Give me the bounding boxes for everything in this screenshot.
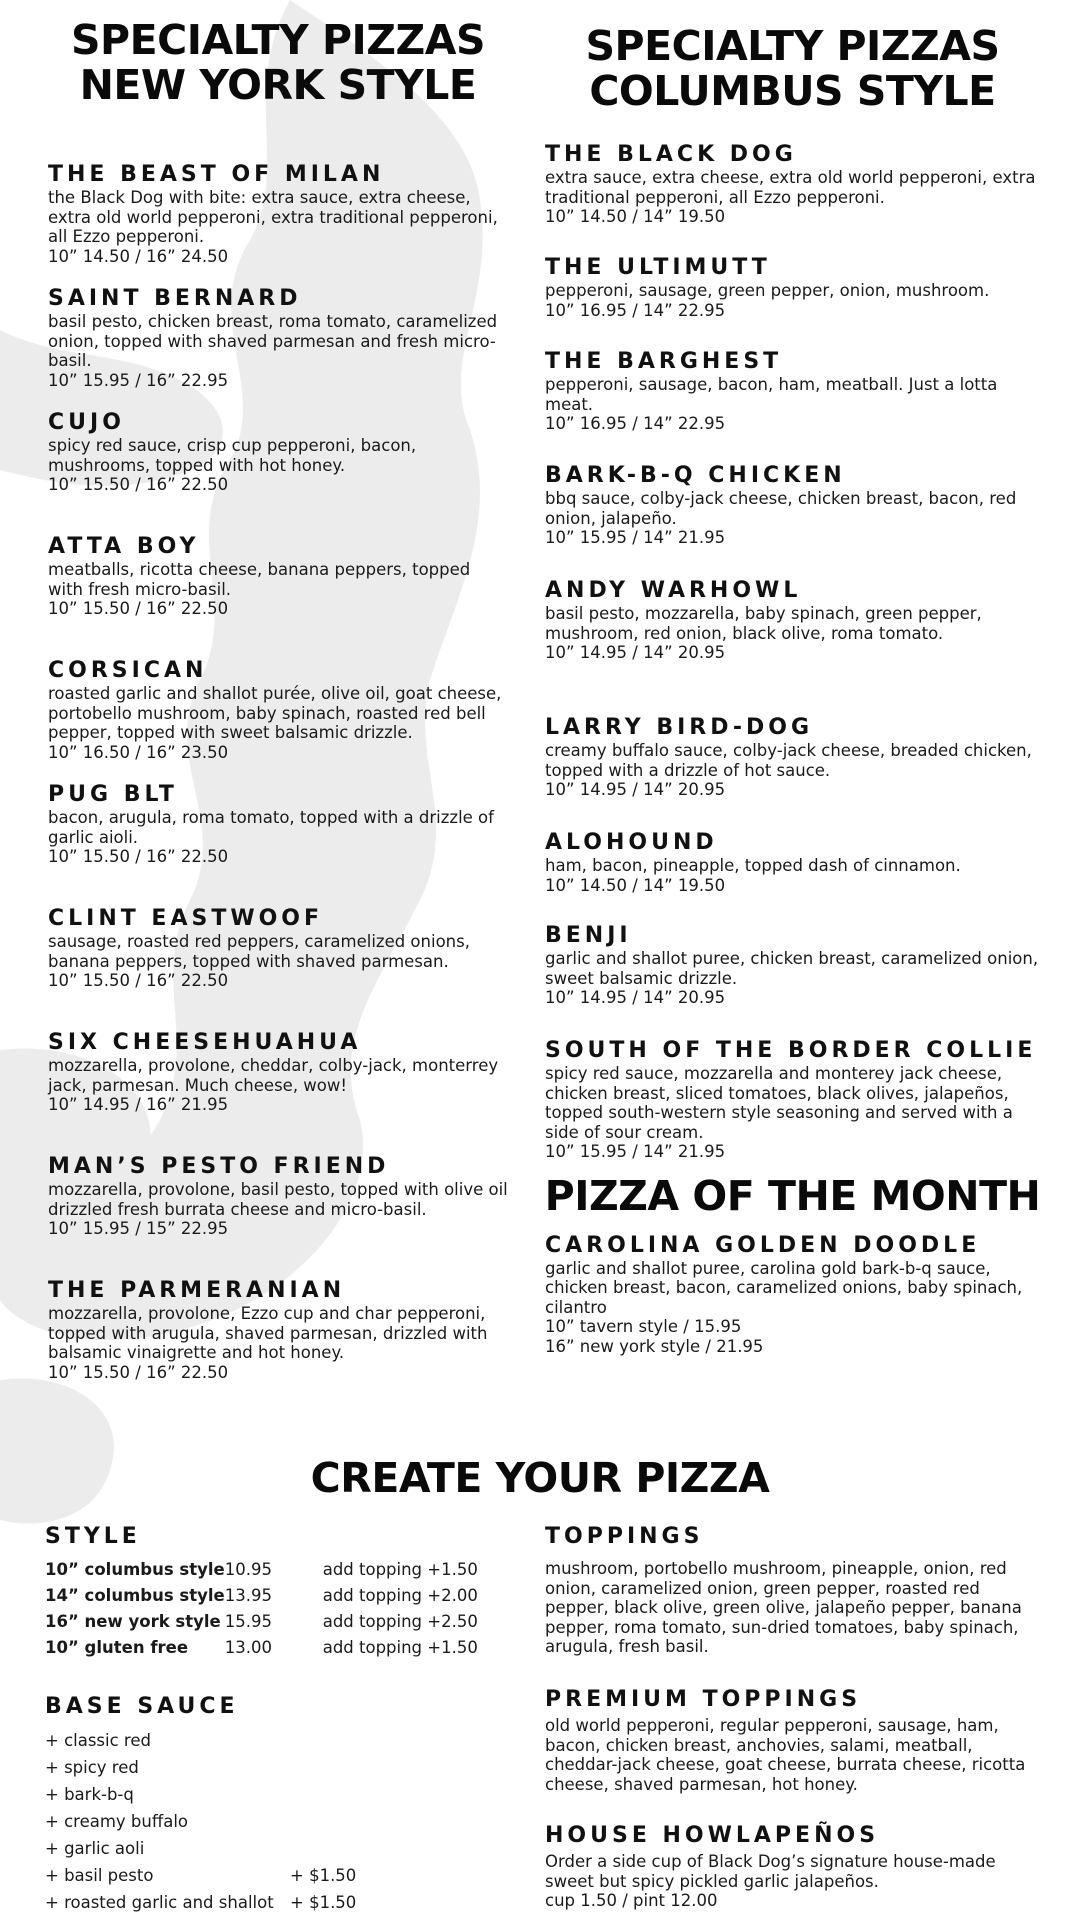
- style-heading: STYLE: [45, 1524, 141, 1549]
- pizza-item: [48, 286, 508, 410]
- pizza-item: [48, 162, 508, 286]
- style-block: [45, 1523, 515, 1661]
- sauce-item: [45, 1889, 515, 1916]
- pizza-description: basil pesto, mozzarella, baby spinach, green pepper, mushroom, red onion, black olive, roma tomato.: [545, 604, 982, 643]
- pizza-price-new-york: 16” new york style / 21.95: [545, 1336, 764, 1356]
- pizza-name: CAROLINA GOLDEN DOODLE: [545, 1232, 981, 1258]
- pizza-item: [48, 1154, 508, 1278]
- pizza-description: basil pesto, chicken breast, roma tomato, caramelized onion, topped with shaved parmesan and fresh micro-basil.: [48, 312, 498, 370]
- premium-toppings-text: old world pepperoni, regular pepperoni, sausage, ham, bacon, chicken breast, anchovies, salami, meatball, cheddar-jack cheese, goat cheese, burrata cheese, ricotta cheese, shaved parmesan, hot honey.: [545, 1716, 1026, 1794]
- pizza-item: [48, 534, 508, 658]
- style-price: 13.95: [224, 1586, 272, 1605]
- pizza-price: 10” 15.95 / 15” 22.95: [48, 1219, 229, 1238]
- pizza-name: CUJO: [48, 410, 125, 435]
- style-add-topping: add topping +2.50: [322, 1612, 478, 1631]
- pizza-item: [545, 830, 1045, 923]
- pizza-item: [545, 142, 1045, 255]
- pizza-name: BENJI: [545, 923, 632, 948]
- style-name: 10” gluten free: [45, 1638, 189, 1657]
- pizza-description: mozzarella, provolone, cheddar, colby-jack, monterrey jack, parmesan. Much cheese, wow!: [48, 1056, 499, 1095]
- style-price: 10.95: [224, 1560, 272, 1579]
- pizza-price: 10” 14.95 / 16” 21.95: [48, 1095, 229, 1114]
- sauce-label: + roasted garlic and shallot: [45, 1893, 274, 1912]
- sauce-item: [45, 1727, 515, 1754]
- pizza-description: pepperoni, sausage, green pepper, onion, mushroom.: [545, 281, 990, 300]
- sauce-list: [45, 1727, 515, 1916]
- sauce-label: + creamy buffalo: [45, 1812, 188, 1831]
- sauce-item: [45, 1808, 515, 1835]
- pizza-price: 10” 15.95 / 14” 21.95: [545, 528, 726, 547]
- sauce-extra: + $1.50: [290, 1893, 357, 1912]
- toppings-block: [545, 1523, 1045, 1657]
- title-line-1: SPECIALTY PIZZAS: [71, 16, 485, 64]
- style-name: 10” columbus style: [45, 1560, 225, 1579]
- sauce-item: [45, 1754, 515, 1781]
- pizza-item: [545, 349, 1045, 463]
- pizza-description: ham, bacon, pineapple, topped dash of cinnamon.: [545, 856, 961, 875]
- style-name: 16” new york style: [45, 1612, 221, 1631]
- pizza-price: 10” 15.50 / 16” 22.50: [48, 1362, 229, 1382]
- pizza-price: 10” 14.95 / 14” 20.95: [545, 643, 726, 662]
- house-howlapenos-text: Order a side cup of Black Dog’s signature house-made sweet but spicy pickled garlic jalapeños.: [545, 1852, 996, 1891]
- pizza-description: spicy red sauce, mozzarella and monterey jack cheese, chicken breast, sliced tomatoes, black olives, jalapeños, topped south-western style seasoning and served with a side of sour cream.: [545, 1064, 1013, 1142]
- style-add-topping: add topping +2.00: [322, 1586, 478, 1605]
- pizza-name: THE BARGHEST: [545, 349, 783, 374]
- pizza-name: SIX CHEESEHUAHUA: [48, 1030, 362, 1055]
- pizza-item: [48, 906, 508, 1030]
- sauce-extra: + $1.50: [290, 1866, 357, 1885]
- house-howlapenos-price: cup 1.50 / pint 12.00: [545, 1891, 718, 1910]
- premium-toppings-block: [545, 1686, 1045, 1794]
- style-row: [45, 1609, 478, 1635]
- pizza-description: roasted garlic and shallot purée, olive oil, goat cheese, portobello mushroom, baby spinach, roasted red bell pepper, topped with sweet balsamic drizzle.: [48, 684, 502, 742]
- pizza-name: BARK-B-Q CHICKEN: [545, 463, 846, 488]
- base-sauce-heading: BASE SAUCE: [45, 1694, 239, 1719]
- pizza-item: [545, 923, 1045, 1038]
- style-price: 13.00: [224, 1638, 272, 1657]
- pizza-name: CLINT EASTWOOF: [48, 906, 324, 931]
- pizza-name: PUG BLT: [48, 782, 178, 807]
- pizza-item: [545, 255, 1045, 349]
- pizza-name: LARRY BIRD-DOG: [545, 715, 814, 740]
- sauce-label: + garlic aoli: [45, 1839, 145, 1858]
- pizza-item: [48, 1278, 508, 1402]
- pizza-price: 10” 15.50 / 16” 22.50: [48, 475, 229, 494]
- toppings-text: mushroom, portobello mushroom, pineapple, onion, red onion, caramelized onion, green pepper, roasted red pepper, black olive, green olive, jalapeño pepper, banana pepper, roma tomato, sun-dried tomatoes, baby spinach, arugula, fresh basil.: [545, 1559, 1022, 1656]
- pizza-name: SOUTH OF THE BORDER COLLIE: [545, 1038, 1037, 1063]
- pizza-description: bbq sauce, colby-jack cheese, chicken breast, bacon, red onion, jalapeño.: [545, 489, 1017, 528]
- pizza-item: [545, 463, 1045, 578]
- style-row: [45, 1635, 478, 1661]
- new-york-section-title: [48, 18, 508, 108]
- pizza-price: 10” 14.50 / 16” 24.50: [48, 246, 229, 266]
- style-table: [45, 1557, 478, 1661]
- style-price: 15.95: [224, 1612, 272, 1631]
- pizza-description: mozzarella, provolone, Ezzo cup and char pepperoni, topped with arugula, shaved parmesan, drizzled with balsamic vinaigrette and hot honey.: [48, 1304, 488, 1362]
- pizza-name: THE ULTIMUTT: [545, 255, 771, 280]
- pizza-name: THE PARMERANIAN: [48, 1278, 346, 1303]
- sauce-label: + bark-b-q: [45, 1785, 134, 1804]
- pizza-name: SAINT BERNARD: [48, 286, 302, 311]
- pizza-description: mozzarella, provolone, basil pesto, topped with olive oil drizzled fresh burrata cheese and micro-basil.: [48, 1180, 508, 1219]
- style-add-topping: add topping +1.50: [322, 1638, 478, 1657]
- sauce-item: [45, 1835, 515, 1862]
- house-howlapenos-block: [545, 1822, 1045, 1911]
- title-line-1: SPECIALTY PIZZAS: [585, 22, 1000, 70]
- pizza-price: 10” 16.50 / 16” 23.50: [48, 742, 229, 762]
- pizza-price: 10” 15.50 / 16” 22.50: [48, 847, 229, 866]
- pizza-item: [48, 658, 508, 782]
- pizza-name: CORSICAN: [48, 658, 208, 683]
- create-your-pizza-title: CREATE YOUR PIZZA: [310, 1454, 770, 1502]
- pizza-price: 10” 14.95 / 14” 20.95: [545, 988, 726, 1007]
- pizza-name: ALOHOUND: [545, 830, 718, 855]
- pizza-price: 10” 16.95 / 14” 22.95: [545, 414, 726, 433]
- columbus-section-title: [540, 24, 1045, 114]
- pizza-price: 10” 15.95 / 16” 22.95: [48, 370, 229, 390]
- pizza-description: extra sauce, extra cheese, extra old world pepperoni, extra traditional pepperoni, all Ezzo pepperoni.: [545, 168, 1036, 207]
- pizza-price: 10” 15.50 / 16” 22.50: [48, 971, 229, 990]
- pizza-price: 10” 16.95 / 14” 22.95: [545, 300, 726, 320]
- pizza-description: garlic and shallot puree, carolina gold bark-b-q sauce, chicken breast, bacon, caramelized onions, baby spinach, cilantro: [545, 1258, 1023, 1317]
- columbus-style-column: [545, 18, 1045, 1356]
- pizza-description: bacon, arugula, roma tomato, topped with a drizzle of garlic aioli.: [48, 808, 494, 847]
- columbus-pizza-list: [545, 142, 1045, 1162]
- pizza-item: [545, 1038, 1045, 1162]
- pizza-price: 10” 15.50 / 16” 22.50: [48, 599, 229, 618]
- pizza-item: [48, 782, 508, 906]
- style-add-topping: add topping +1.50: [322, 1560, 478, 1579]
- sauce-label: + basil pesto: [45, 1866, 154, 1885]
- toppings-heading: TOPPINGS: [545, 1524, 704, 1549]
- sauce-item: [45, 1862, 515, 1889]
- pizza-price: 10” 14.50 / 14” 19.50: [545, 207, 726, 226]
- pizza-description: sausage, roasted red peppers, caramelized onions, banana peppers, topped with shaved parmesan.: [48, 932, 470, 971]
- pizza-description: pepperoni, sausage, bacon, ham, meatball. Just a lotta meat.: [545, 375, 998, 414]
- pizza-name: THE BLACK DOG: [545, 142, 797, 167]
- style-name: 14” columbus style: [45, 1586, 225, 1605]
- style-row: [45, 1583, 478, 1609]
- pizza-description: garlic and shallot puree, chicken breast, caramelized onion, sweet balsamic drizzle.: [545, 949, 1039, 988]
- title-line-2: NEW YORK STYLE: [79, 61, 477, 109]
- pizza-name: ATTA BOY: [48, 534, 200, 559]
- pizza-name: MAN’S PESTO FRIEND: [48, 1154, 390, 1179]
- style-row: [45, 1557, 478, 1583]
- pizza-description: meatballs, ricotta cheese, banana peppers, topped with fresh micro-basil.: [48, 560, 471, 599]
- new-york-pizza-list: [48, 162, 508, 1402]
- pizza-description: spicy red sauce, crisp cup pepperoni, bacon, mushrooms, topped with hot honey.: [48, 436, 417, 475]
- pizza-name: THE BEAST OF MILAN: [48, 162, 385, 187]
- new-york-style-column: [48, 18, 508, 1402]
- pizza-price: 10” 14.95 / 14” 20.95: [545, 780, 726, 799]
- house-howlapenos-heading: HOUSE HOWLAPEÑOS: [545, 1823, 880, 1848]
- sauce-label: + classic red: [45, 1731, 151, 1750]
- pizza-of-the-month-item: [545, 1233, 1045, 1357]
- pizza-name: ANDY WARHOWL: [545, 578, 802, 603]
- sauce-item: [45, 1781, 515, 1808]
- pizza-item: [48, 410, 508, 534]
- pizza-price-tavern: 10” tavern style / 15.95: [545, 1317, 742, 1336]
- pizza-item: [48, 1030, 508, 1154]
- pizza-description: the Black Dog with bite: extra sauce, extra cheese, extra old world pepperoni, extra traditional pepperoni, all Ezzo pepperoni.: [48, 188, 498, 246]
- base-sauce-block: [45, 1693, 515, 1916]
- pizza-price: 10” 14.50 / 14” 19.50: [545, 875, 726, 895]
- sauce-label: + spicy red: [45, 1758, 139, 1777]
- pizza-item: [545, 578, 1045, 715]
- title-line-2: COLUMBUS STYLE: [589, 67, 996, 115]
- pizza-price: 10” 15.95 / 14” 21.95: [545, 1142, 726, 1161]
- pizza-item: [545, 715, 1045, 830]
- premium-toppings-heading: PREMIUM TOPPINGS: [545, 1687, 862, 1712]
- pizza-of-the-month-title: PIZZA OF THE MONTH: [544, 1171, 1041, 1220]
- pizza-description: creamy buffalo sauce, colby-jack cheese, breaded chicken, topped with a drizzle of hot sauce.: [545, 741, 1032, 780]
